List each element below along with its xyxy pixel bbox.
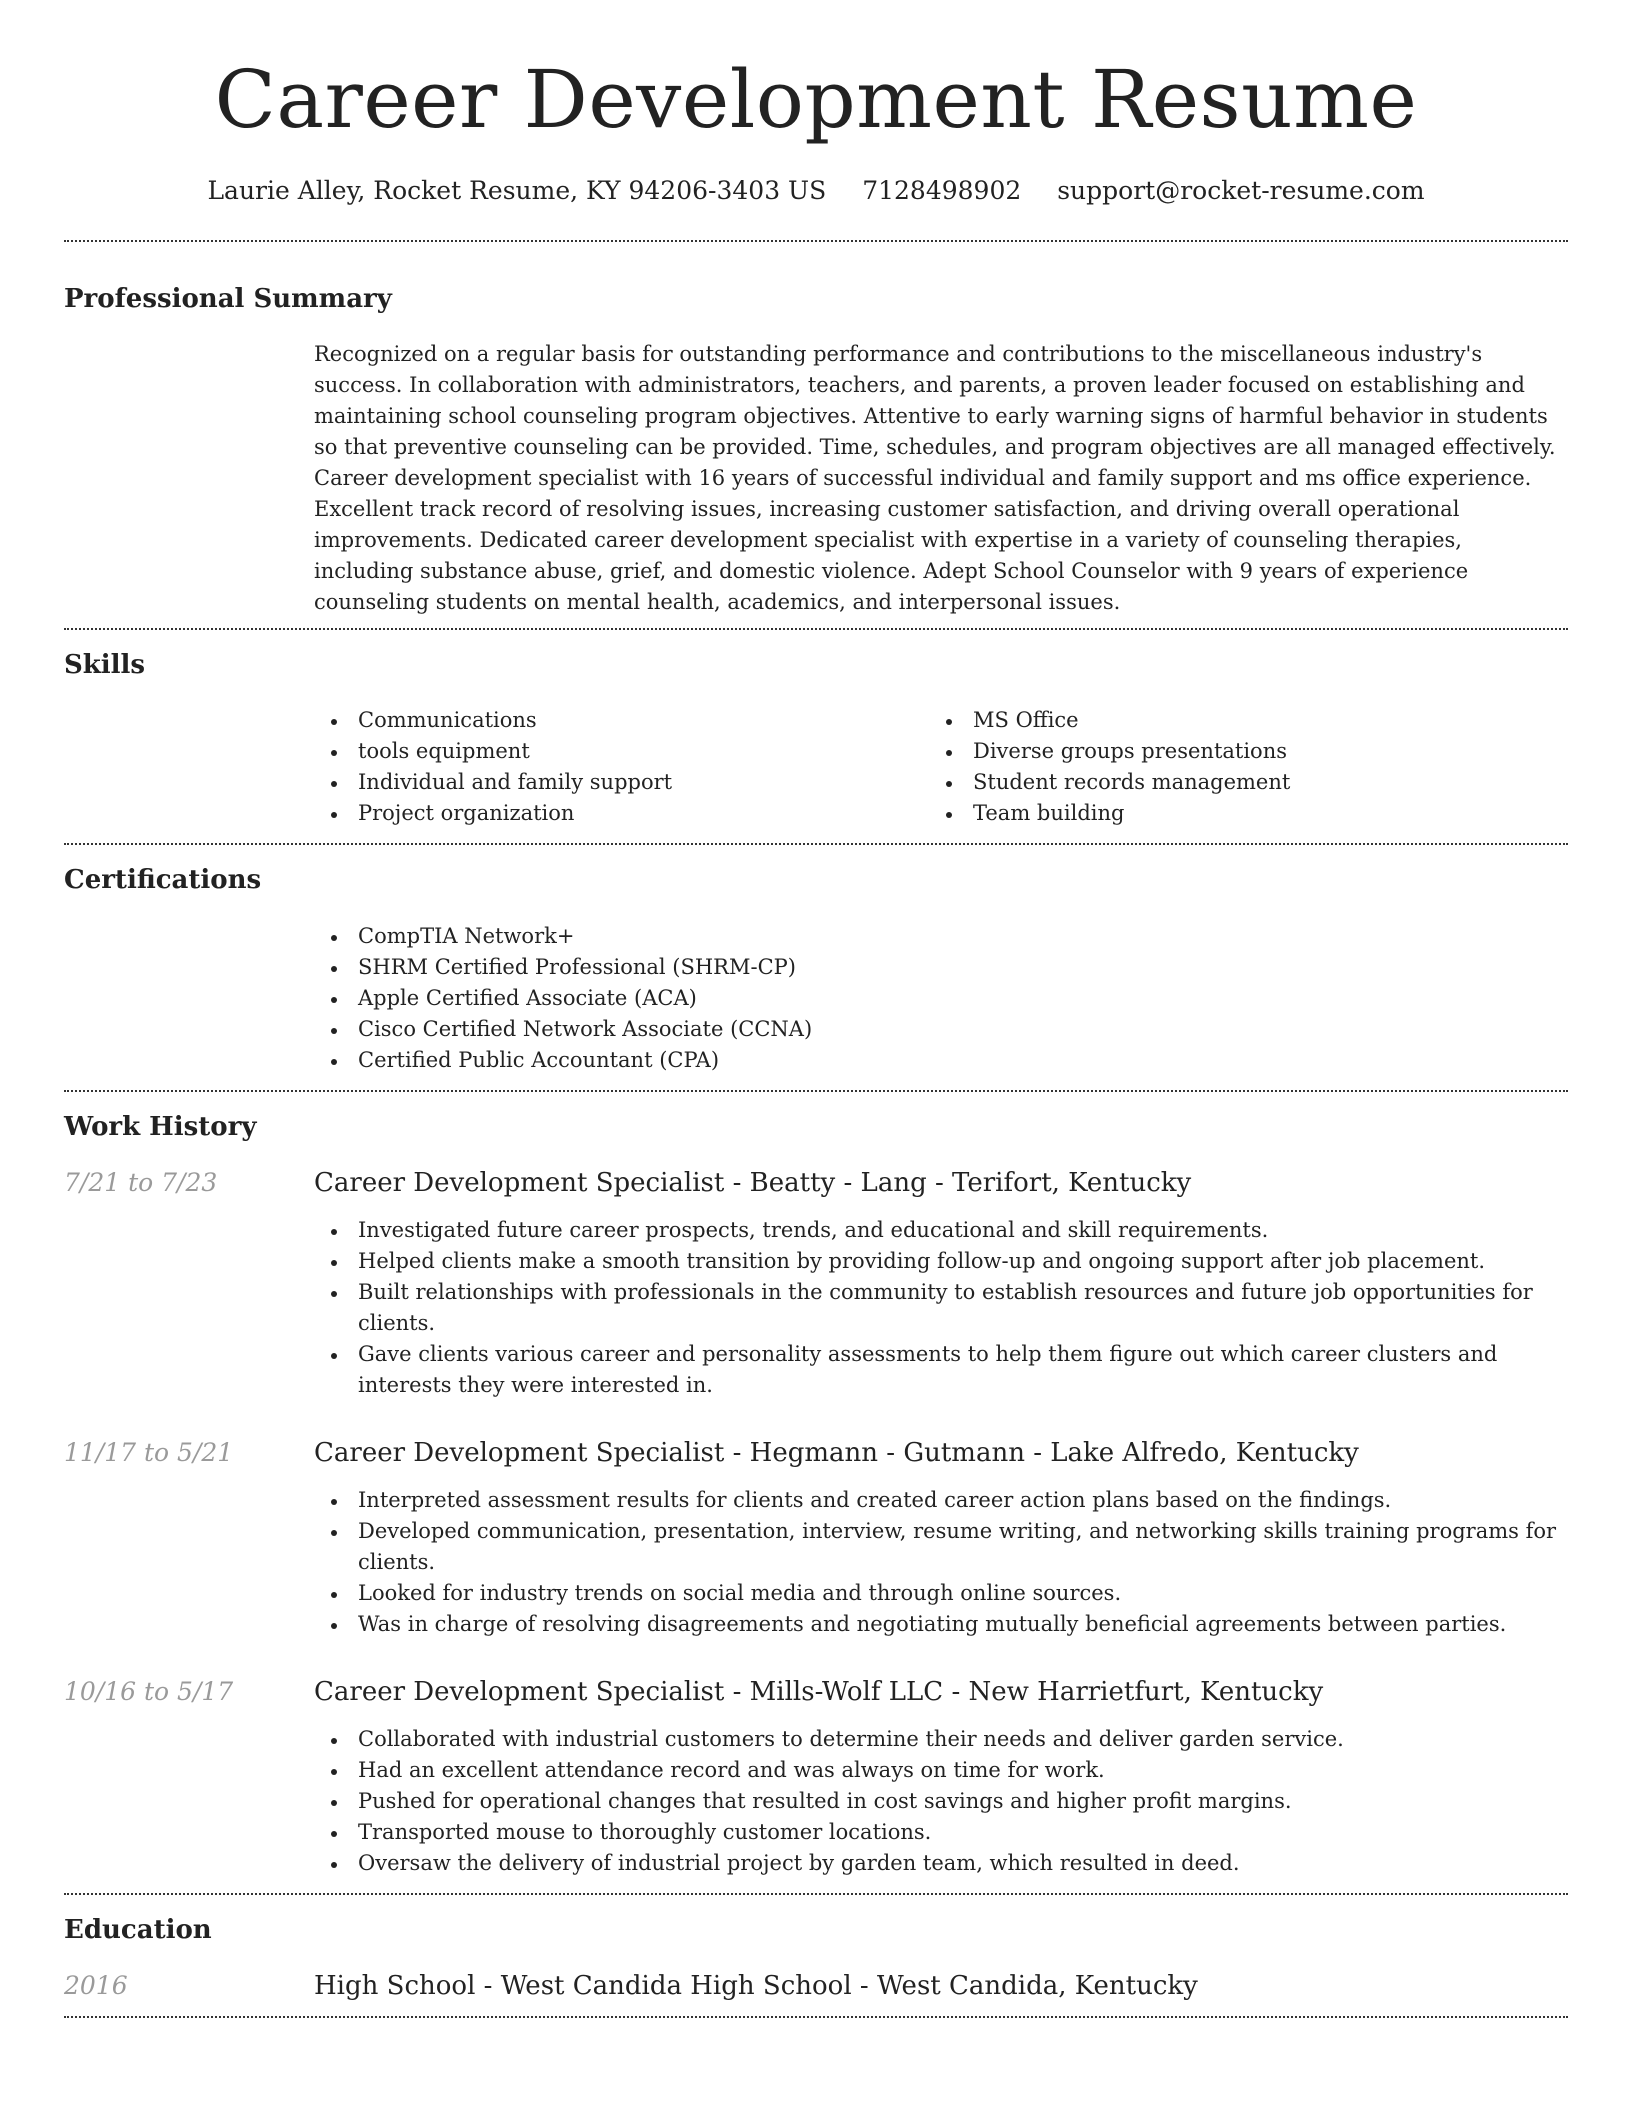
skills-list-left <box>314 705 929 829</box>
job-bullet: Built relationships with professionals in the community to establish resources and future job opportunities for clients. <box>314 1277 1568 1339</box>
section-heading-education: Education <box>64 1914 212 1945</box>
certifications-list <box>314 921 1568 1090</box>
skills-list-right <box>929 705 1568 829</box>
job-bullet: Oversaw the delivery of industrial project by garden team, which resulted in deed. <box>314 1848 1568 1879</box>
skill-item: Diverse groups presentations <box>929 736 1568 767</box>
job-bullet: Gave clients various career and personality assessments to help them figure out which career clusters and interests they were interested in. <box>314 1339 1568 1401</box>
job-bullets <box>314 1215 1568 1401</box>
job-heading: Career Development Specialist - Mills-Wolf LLC - New Harrietfurt, Kentucky <box>314 1676 1324 1707</box>
job-entry <box>64 1437 1568 1640</box>
skills-grid <box>314 705 1568 843</box>
section-heading-skills: Skills <box>64 650 146 681</box>
certification-item: Certified Public Accountant (CPA) <box>314 1045 1568 1076</box>
job-bullet: Collaborated with industrial customers to determine their needs and deliver garden service. <box>314 1724 1568 1755</box>
job-bullet: Transported mouse to thoroughly customer locations. <box>314 1817 1568 1848</box>
resume-page <box>64 0 1568 2018</box>
skill-item: Individual and family support <box>314 767 929 798</box>
job-dates: 7/21 to 7/23 <box>64 1167 218 1197</box>
job-bullet: Investigated future career prospects, trends, and educational and skill requirements. <box>314 1215 1568 1246</box>
job-bullet: Looked for industry trends on social media and through online sources. <box>314 1578 1568 1609</box>
section-heading-certifications: Certifications <box>64 865 262 896</box>
section-divider <box>64 843 1568 845</box>
job-bullets <box>314 1724 1568 1879</box>
work-history-section <box>64 1112 1568 1893</box>
education-year: 2016 <box>64 1970 128 2000</box>
job-heading: Career Development Specialist - Beatty - Lang - Terifort, Kentucky <box>314 1167 1192 1198</box>
job-bullet: Interpreted assessment results for clients and created career action plans based on the findings. <box>314 1485 1568 1516</box>
education-heading: High School - West Candida High School - West Candida, Kentucky <box>314 1970 1198 2001</box>
skill-item: tools equipment <box>314 736 929 767</box>
skill-item: Team building <box>929 798 1568 829</box>
resume-title: Career Development Resume <box>214 53 1418 146</box>
job-bullet: Helped clients make a smooth transition by providing follow-up and ongoing support after job placement. <box>314 1246 1568 1277</box>
job-bullet: Was in charge of resolving disagreements and negotiating mutually beneficial agreements between parties. <box>314 1609 1568 1640</box>
skill-item: Communications <box>314 705 929 736</box>
contact-address: Laurie Alley, Rocket Resume, KY 94206-3403 US <box>207 176 827 205</box>
job-bullets <box>314 1485 1568 1640</box>
certification-item: CompTIA Network+ <box>314 921 1568 952</box>
job-heading: Career Development Specialist - Hegmann - Gutmann - Lake Alfredo, Kentucky <box>314 1437 1359 1468</box>
job-bullet: Had an excellent attendance record and was always on time for work. <box>314 1755 1568 1786</box>
certification-item: SHRM Certified Professional (SHRM-CP) <box>314 952 1568 983</box>
skill-item: MS Office <box>929 705 1568 736</box>
certification-item: Cisco Certified Network Associate (CCNA) <box>314 1014 1568 1045</box>
job-dates: 10/16 to 5/17 <box>64 1676 234 1706</box>
contact-email: support@rocket-resume.com <box>1057 176 1425 205</box>
section-divider <box>64 1090 1568 1092</box>
contact-line <box>64 176 1568 206</box>
section-divider <box>64 1893 1568 1895</box>
skills-section <box>64 650 1568 843</box>
job-entry <box>64 1676 1568 1879</box>
education-entry <box>64 1970 1568 2002</box>
skill-item: Project organization <box>314 798 929 829</box>
section-divider <box>64 240 1568 242</box>
certifications-section <box>64 865 1568 1089</box>
skill-item: Student records management <box>929 767 1568 798</box>
job-dates: 11/17 to 5/21 <box>64 1437 234 1467</box>
contact-phone: 7128498902 <box>862 176 1022 205</box>
section-heading-summary: Professional Summary <box>64 284 392 314</box>
certification-item: Apple Certified Associate (ACA) <box>314 983 1568 1014</box>
job-entry <box>64 1167 1568 1401</box>
section-divider <box>64 628 1568 630</box>
section-divider <box>64 2016 1568 2018</box>
education-section <box>64 1915 1568 2016</box>
section-heading-work: Work History <box>64 1111 257 1142</box>
job-bullet: Developed communication, presentation, interview, resume writing, and networking skills training programs for clients. <box>314 1516 1568 1578</box>
summary-text: Recognized on a regular basis for outstanding performance and contributions to the miscellaneous industry's success. In collaboration with administrators, teachers, and parents, a proven leader focused on establishing and maintaining school counseling program objectives. Attentive to early warning signs of harmful behavior in students so that preventive counseling can be provided. Time, schedules, and program objectives are all managed effectively. Career development specialist with 16 years of successful individual and family support and ms office experience. Excellent track record of resolving issues, increasing customer satisfaction, and driving overall operational improvements. Dedicated career development specialist with expertise in a variety of counseling therapies, including substance abuse, grief, and domestic violence. Adept School Counselor with 9 years of experience counseling students on mental health, academics, and interpersonal issues. <box>314 342 1556 615</box>
job-bullet: Pushed for operational changes that resulted in cost savings and higher profit margins. <box>314 1786 1568 1817</box>
professional-summary-section <box>64 284 1568 628</box>
